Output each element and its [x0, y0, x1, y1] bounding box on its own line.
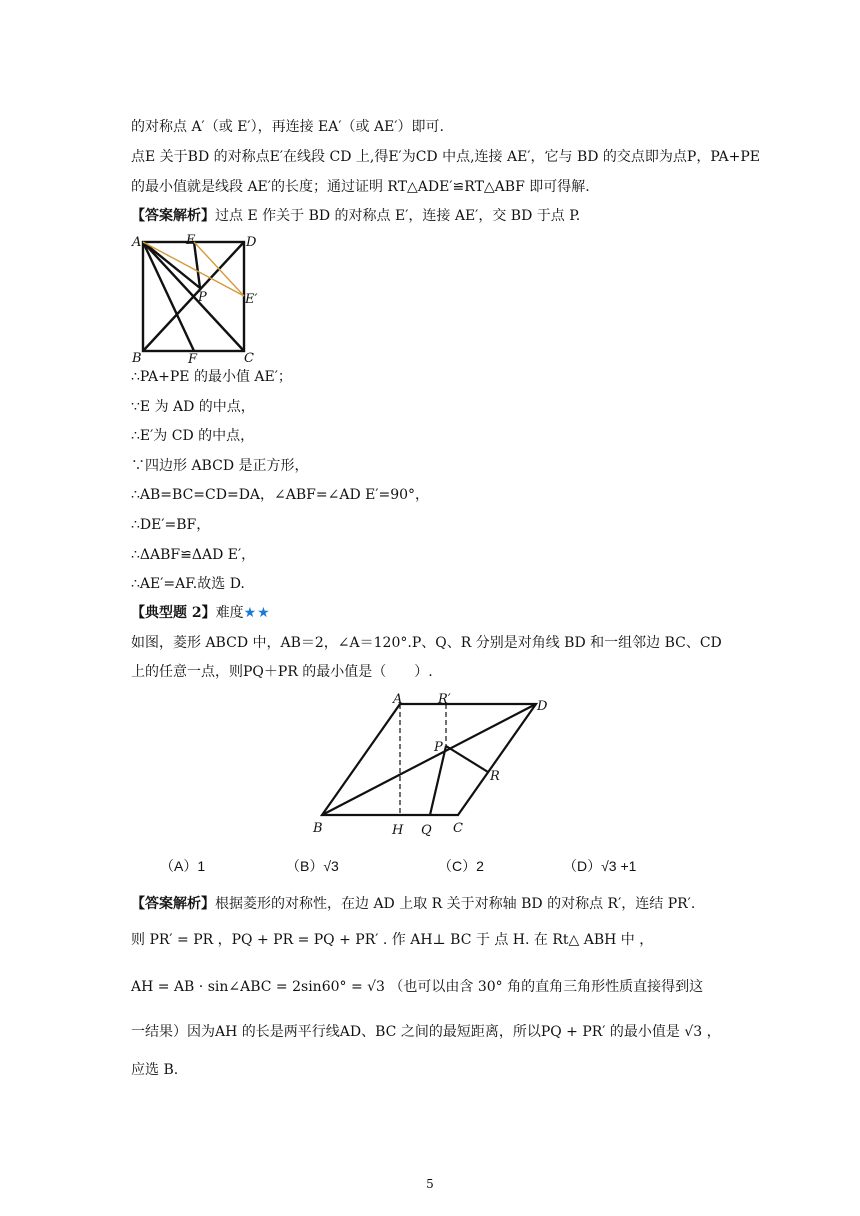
fig1-label-e-prime: E′ — [245, 292, 258, 307]
choice-d — [563, 856, 636, 876]
fig1-label-d: D — [246, 235, 257, 250]
choice-c-value: 2 — [476, 858, 484, 874]
intro-line-3: 的最小值就是线段 AE′的长度；通过证明 RT△ADE′≌RT△ABF 即可得解. — [131, 179, 590, 195]
example-2-tag: 【典型题 2】 — [131, 605, 216, 621]
segment-ap — [143, 242, 200, 288]
fig2-label-r: R — [490, 769, 500, 784]
fig1-label-c: C — [244, 351, 254, 364]
fig2-label-a: A — [393, 692, 403, 707]
proof-line-5: ∴AB=BC=CD=DA，∠ABF=∠AD E′=90°， — [131, 487, 430, 503]
fig2-label-p: P — [434, 740, 443, 755]
choice-a-key: （A） — [160, 858, 198, 874]
fig1-label-f: F — [188, 352, 198, 364]
page-number: 5 — [426, 1177, 434, 1191]
intro-line-1: 的对称点 A′（或 E′），再连接 EA′（或 AE′）即可. — [131, 119, 444, 135]
square-figure — [128, 232, 268, 364]
fig2-label-h: H — [392, 823, 404, 838]
answer-1 — [131, 206, 580, 226]
proof-line-4: ∵四边形 ABCD 是正方形， — [131, 458, 309, 474]
answer-2-line-3: AH = AB · sin∠ABC = 2sin60° = √3 （也可以由含 30° 角的直角三角形性质直接得到这 — [131, 979, 704, 995]
choice-c-key: （C） — [438, 858, 477, 874]
fig2-label-r-prime: R′ — [438, 692, 451, 707]
proof-line-3: ∴E′为 CD 的中点， — [131, 428, 255, 444]
question-line-2: 上的任意一点，则PQ＋PR 的最小值是（ ）. — [131, 664, 433, 680]
segment-pr — [446, 746, 488, 772]
fig2-label-b: B — [313, 821, 323, 836]
fig2-label-c: C — [453, 821, 463, 836]
difficulty-label: 难度 — [215, 605, 244, 621]
choice-a-value: 1 — [197, 858, 206, 874]
answer-2-tag: 【答案解析】 — [131, 896, 215, 912]
question-line-1: 如图，菱形 ABCD 中，AB＝2，∠A＝120°.P、Q、R 分别是对角线 BD 和一组邻边 BC、CD — [131, 635, 722, 651]
proof-line-1: ∴PA+PE 的最小值 AE′； — [131, 369, 292, 385]
choice-d-value: √3 +1 — [601, 858, 637, 874]
answer-2-line-5: 应选 B. — [131, 1062, 179, 1078]
fig1-label-b: B — [132, 351, 142, 364]
choice-c — [438, 856, 484, 876]
proof-line-8: ∴AE′=AF.故选 D. — [131, 576, 245, 592]
fig2-label-q: Q — [421, 823, 432, 838]
choice-d-key: （D） — [563, 858, 602, 874]
rhombus-figure — [308, 692, 560, 840]
proof-line-6: ∴DE′=BF， — [131, 517, 211, 533]
fig1-label-e: E — [186, 233, 196, 248]
segment-pq — [430, 746, 446, 815]
proof-line-7: ∴ΔABF≌ΔAD E′， — [131, 547, 256, 563]
proof-line-2: ∵E 为 AD 的中点， — [131, 399, 255, 415]
answer-1-tag: 【答案解析】 — [131, 208, 215, 224]
answer-1-text: 过点 E 作关于 BD 的对称点 E′，连接 AE′，交 BD 于点 P. — [215, 208, 581, 224]
diagonal-bd — [322, 704, 536, 815]
choice-b-value: √3 — [323, 858, 339, 874]
intro-line-2: 点E 关于BD 的对称点E′在线段 CD 上,得E′为CD 中点,连接 AE′，它与 BD 的交点即为点P，PA+PE — [131, 149, 760, 165]
choice-a — [160, 856, 205, 876]
answer-2-line-2: 则 PR′ = PR ，PQ + PR = PQ + PR′ . 作 AH⊥ BC 于 点 H. 在 Rt△ ABH 中 ， — [131, 932, 654, 948]
fig1-label-a: A — [132, 235, 142, 250]
choice-b — [286, 856, 339, 876]
fig2-label-d: D — [537, 699, 548, 714]
segment-ep — [194, 242, 200, 288]
star-icon: ★★ — [243, 605, 271, 621]
answer-2-line-4: 一结果）因为AH 的长是两平行线AD、BC 之间的最短距离，所以PQ + PR′ 的最小值是 √3 ， — [131, 1024, 721, 1040]
segment-af — [143, 242, 194, 351]
answer-2-text-1: 根据菱形的对称性，在边 AD 上取 R 关于对称轴 BD 的对称点 R′，连结 PR′. — [215, 896, 696, 912]
fig1-label-p: P — [198, 290, 207, 305]
segment-ae-prime — [143, 242, 244, 296]
example-2-heading — [131, 603, 271, 623]
answer-2-line-1 — [131, 894, 695, 914]
choice-b-key: （B） — [286, 858, 324, 874]
